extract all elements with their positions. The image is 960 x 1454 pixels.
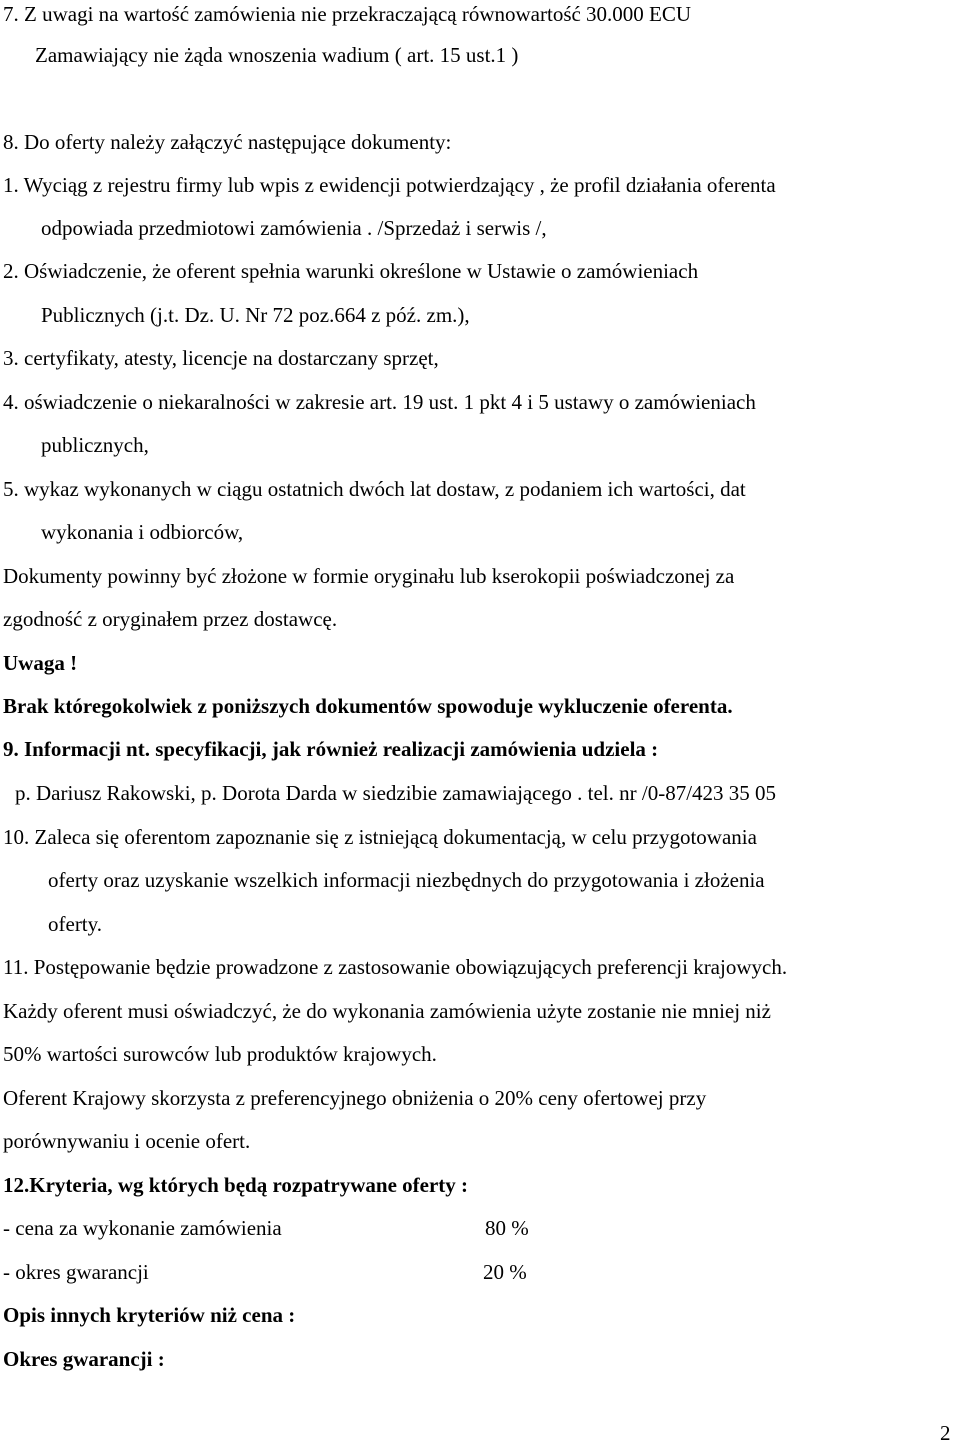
section10-line3: oferty. [48, 912, 103, 936]
section8-item1-line2: odpowiada przedmiotowi zamówienia . /Sprzedaż i serwis /, [41, 216, 547, 240]
section8-item1-line1: 1. Wyciąg z rejestru firmy lub wpis z ewidencji potwierdzający , że profil działania oferenta [3, 173, 776, 197]
section7-line1: 7. Z uwagi na wartość zamówienia nie przekraczającą równowartość 30.000 ECU [3, 2, 692, 26]
section11-line4: Oferent Krajowy skorzysta z preferencyjnego obniżenia o 20% ceny ofertowej przy [3, 1086, 707, 1110]
section9-contact: p. Dariusz Rakowski, p. Dorota Darda w siedzibie zamawiającego . tel. nr /0-87/423 35 05 [15, 781, 777, 805]
section10-line1: 10. Zaleca się oferentom zapoznanie się z istniejącą dokumentacją, w celu przygotowania [3, 825, 757, 849]
section8-item2-line2: Publicznych (j.t. Dz. U. Nr 72 poz.664 z póź. zm.), [41, 303, 470, 327]
warning-label: Uwaga ! [3, 651, 78, 675]
criterion-price-label: - cena za wykonanie zamówienia [3, 1216, 282, 1240]
section8-heading: 8. Do oferty należy załączyć następujące dokumenty: [3, 130, 452, 154]
section11-line3: 50% wartości surowców lub produktów krajowych. [3, 1042, 437, 1066]
section12-heading: 12.Kryteria, wg których będą rozpatrywane oferty : [3, 1173, 469, 1197]
documents-note-line2: zgodność z oryginałem przez dostawcę. [3, 607, 338, 631]
section10-line2: oferty oraz uzyskanie wszelkich informacji niezbędnych do przygotowania i złożenia [48, 868, 765, 892]
criterion-warranty-value: 20 % [483, 1260, 527, 1284]
section8-item3: 3. certyfikaty, atesty, licencje na dostarczany sprzęt, [3, 346, 439, 370]
section11-line2: Każdy oferent musi oświadczyć, że do wykonania zamówienia użyte zostanie nie mniej niż [3, 999, 771, 1023]
section8-item2-line1: 2. Oświadczenie, że oferent spełnia warunki określone w Ustawie o zamówieniach [3, 259, 699, 283]
section8-item5-line2: wykonania i odbiorców, [41, 520, 244, 544]
section7-line2: Zamawiający nie żąda wnoszenia wadium ( art. 15 ust.1 ) [35, 43, 519, 67]
section11-line1: 11. Postępowanie będzie prowadzone z zastosowanie obowiązujących preferencji krajowych. [3, 955, 788, 979]
warranty-heading: Okres gwarancji : [3, 1347, 165, 1371]
section11-line5: porównywaniu i ocenie ofert. [3, 1129, 251, 1153]
other-criteria-heading: Opis innych kryteriów niż cena : [3, 1303, 296, 1327]
section8-item4-line2: publicznych, [41, 433, 149, 457]
section9-heading: 9. Informacji nt. specyfikacji, jak również realizacji zamówienia udziela : [3, 737, 659, 761]
page-number: 2 [940, 1421, 951, 1445]
criterion-warranty-label: - okres gwarancji [3, 1260, 149, 1284]
criterion-price-value: 80 % [485, 1216, 529, 1240]
section8-item5-line1: 5. wykaz wykonanych w ciągu ostatnich dwóch lat dostaw, z podaniem ich wartości, dat [3, 477, 746, 501]
warning-text: Brak któregokolwiek z poniższych dokumentów spowoduje wykluczenie oferenta. [3, 694, 733, 718]
section8-item4-line1: 4. oświadczenie o niekaralności w zakresie art. 19 ust. 1 pkt 4 i 5 ustawy o zamówieniach [3, 390, 756, 414]
documents-note-line1: Dokumenty powinny być złożone w formie oryginału lub kserokopii poświadczonej za [3, 564, 735, 588]
